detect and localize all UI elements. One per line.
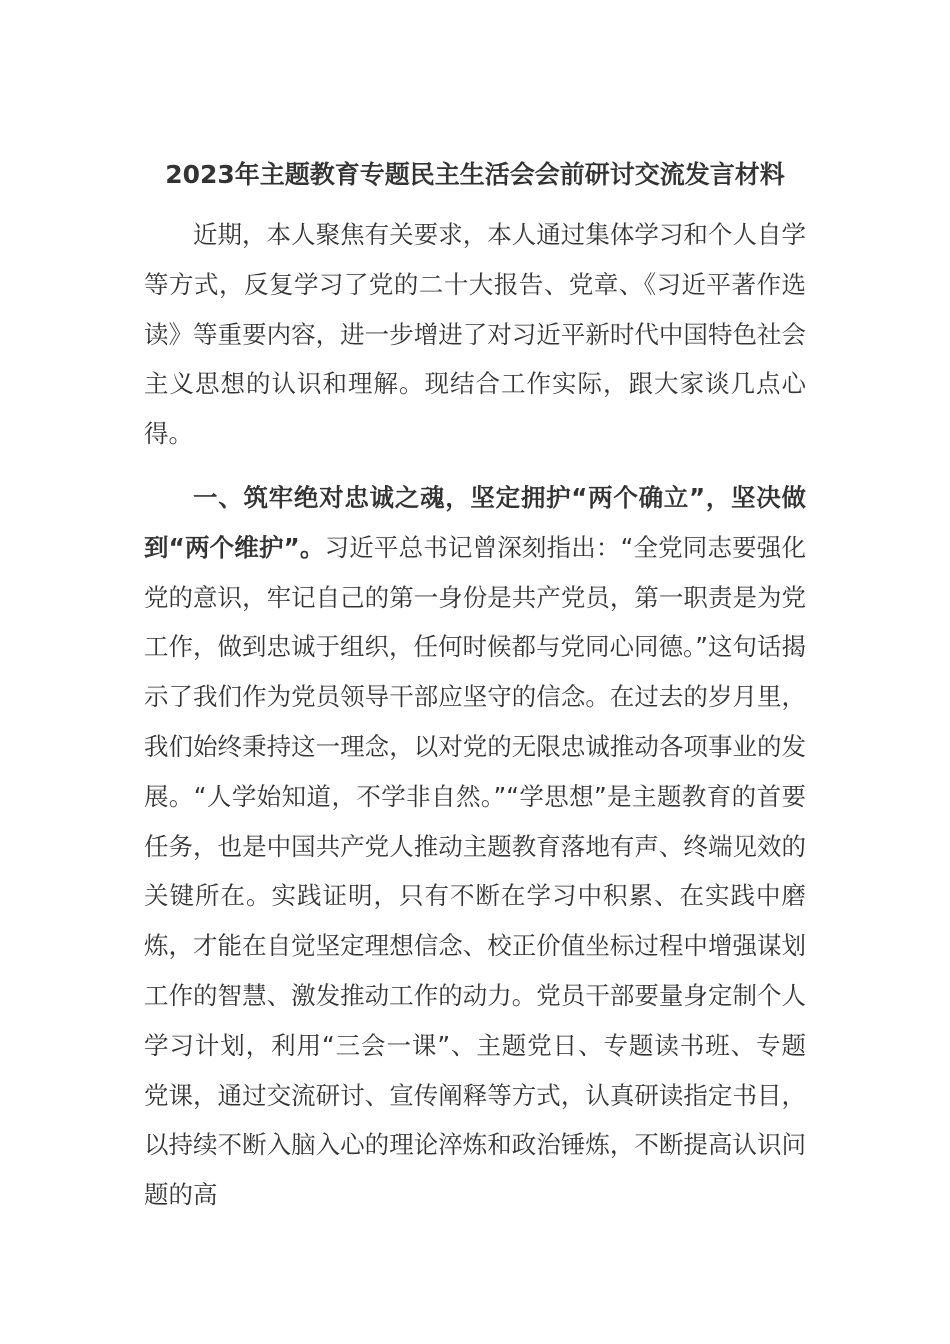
- document-title: 2023年主题教育专题民主生活会会前研讨交流发言材料: [165, 160, 785, 189]
- intro-paragraph-text: 近期，本人聚焦有关要求，本人通过集体学习和个人自学等方式，反复学习了党的二十大报告、党章、《习近平著作选读》等重要内容，进一步增进了对习近平新时代中国特色社会主义思想的认识和理解。现结合工作实际，跟大家谈几点心得。: [144, 220, 806, 449]
- section-one-text: 习近平总书记曾深刻指出：“全党同志要强化党的意识，牢记自己的第一身份是共产党员，第一职责是为党工作，做到忠诚于组织，任何时候都与党同心同德。”这句话揭示了我们作为党员领导干部应坚守的信念。在过去的岁月里，我们始终秉持这一理念，以对党的无限忠诚推动各项事业的发展。“人学始知道，不学非自然。”“学思想”是主题教育的首要任务，也是中国共产党人推动主题教育落地有声、终端见效的关键所在。实践证明，只有不断在学习中积累、在实践中磨炼，才能在自觉坚定理想信念、校正价值坐标过程中增强谋划工作的智慧、激发推动工作的动力。党员干部要量身定制个人学习计划，利用“三会一课”、主题党日、专题读书班、专题党课，通过交流研讨、宣传阐释等方式，认真研读指定书目，以持续不断入脑入心的理论淬炼和政治锤炼，不断提高认识问题的高: [144, 532, 806, 1210]
- section-one-paragraph: [144, 473, 806, 1220]
- intro-paragraph: [144, 210, 806, 459]
- document-body: [144, 150, 806, 1220]
- section-one-heading: 一、筑牢绝对忠诚之魂，坚定拥护“两个确立”，坚决做到“两个维护”。: [144, 482, 806, 562]
